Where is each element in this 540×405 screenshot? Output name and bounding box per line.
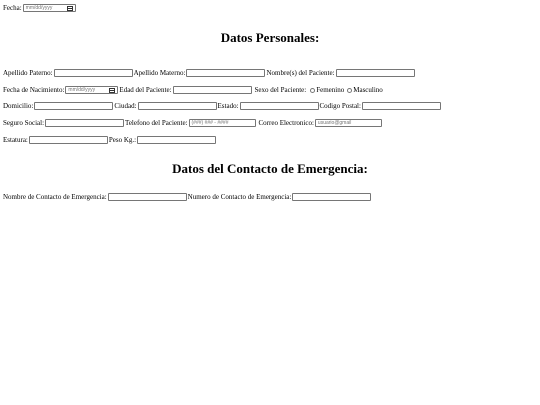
- nombre-contacto-label: Nombre de Contacto de Emergencia:: [3, 193, 107, 201]
- body-row: [3, 135, 217, 145]
- femenino-label: Femenino: [316, 86, 345, 94]
- nombres-label: Nombre(s) del Paciente:: [266, 69, 335, 77]
- estado-label: Estado:: [217, 102, 239, 110]
- fecha-nacimiento-input[interactable]: [65, 86, 118, 94]
- codigo-postal-input[interactable]: [362, 102, 441, 110]
- peso-label: Peso Kg.:: [108, 136, 137, 144]
- estatura-label: Estatura:: [3, 136, 28, 144]
- masculino-radio[interactable]: [347, 88, 352, 93]
- edad-input[interactable]: [173, 86, 252, 94]
- estatura-input[interactable]: [29, 136, 108, 144]
- apellido-paterno-input[interactable]: [54, 69, 133, 77]
- emergency-title: Datos del Contacto de Emergencia:: [172, 161, 368, 176]
- telefono-label: Telefono del Paciente:: [125, 119, 188, 127]
- correo-input[interactable]: [315, 119, 382, 127]
- seguro-social-input[interactable]: [45, 119, 124, 127]
- masculino-label: Masculino: [353, 86, 383, 94]
- address-row: [3, 101, 442, 111]
- emergency-row: [3, 192, 372, 202]
- codigo-postal-label: Codigo Postal:: [319, 102, 361, 110]
- ciudad-input[interactable]: [138, 102, 217, 110]
- telefono-placeholder: (###) ### - ####: [191, 120, 229, 126]
- names-row: [3, 68, 416, 78]
- edad-label: Edad del Paciente:: [119, 86, 172, 94]
- fecha-nacimiento-placeholder: mm/dd/yyyy: [68, 87, 96, 93]
- fecha-date-input[interactable]: [23, 4, 76, 12]
- femenino-radio[interactable]: [310, 88, 315, 93]
- birth-row: [3, 85, 383, 95]
- personal-data-title: Datos Personales:: [220, 30, 320, 45]
- ciudad-label: Ciudad:: [114, 102, 137, 110]
- telefono-input[interactable]: [189, 119, 256, 127]
- numero-contacto-label: Numero de Contacto de Emergencia:: [187, 193, 292, 201]
- apellido-paterno-label: Apellido Paterno:: [3, 69, 53, 77]
- nombre-contacto-input[interactable]: [108, 193, 187, 201]
- correo-placeholder: usuario@gmail: [317, 120, 352, 126]
- nombres-input[interactable]: [336, 69, 415, 77]
- fecha-nacimiento-label: Fecha de Nacimiento:: [3, 86, 65, 94]
- sexo-label: Sexo del Paciente:: [254, 86, 307, 94]
- domicilio-input[interactable]: [34, 102, 113, 110]
- fecha-label: Fecha:: [3, 4, 22, 12]
- calendar-icon[interactable]: [67, 6, 73, 11]
- numero-contacto-input[interactable]: [292, 193, 371, 201]
- apellido-materno-label: Apellido Materno:: [133, 69, 186, 77]
- seguro-social-label: Seguro Social:: [3, 119, 45, 127]
- contact-row: [3, 118, 383, 128]
- fecha-row: [3, 3, 77, 13]
- calendar-icon[interactable]: [109, 88, 115, 93]
- estado-input[interactable]: [240, 102, 319, 110]
- domicilio-label: Domicilio:: [3, 102, 34, 110]
- correo-label: Correo Electronico:: [258, 119, 314, 127]
- fecha-date-placeholder: mm/dd/yyyy: [25, 5, 53, 11]
- peso-input[interactable]: [137, 136, 216, 144]
- apellido-materno-input[interactable]: [186, 69, 265, 77]
